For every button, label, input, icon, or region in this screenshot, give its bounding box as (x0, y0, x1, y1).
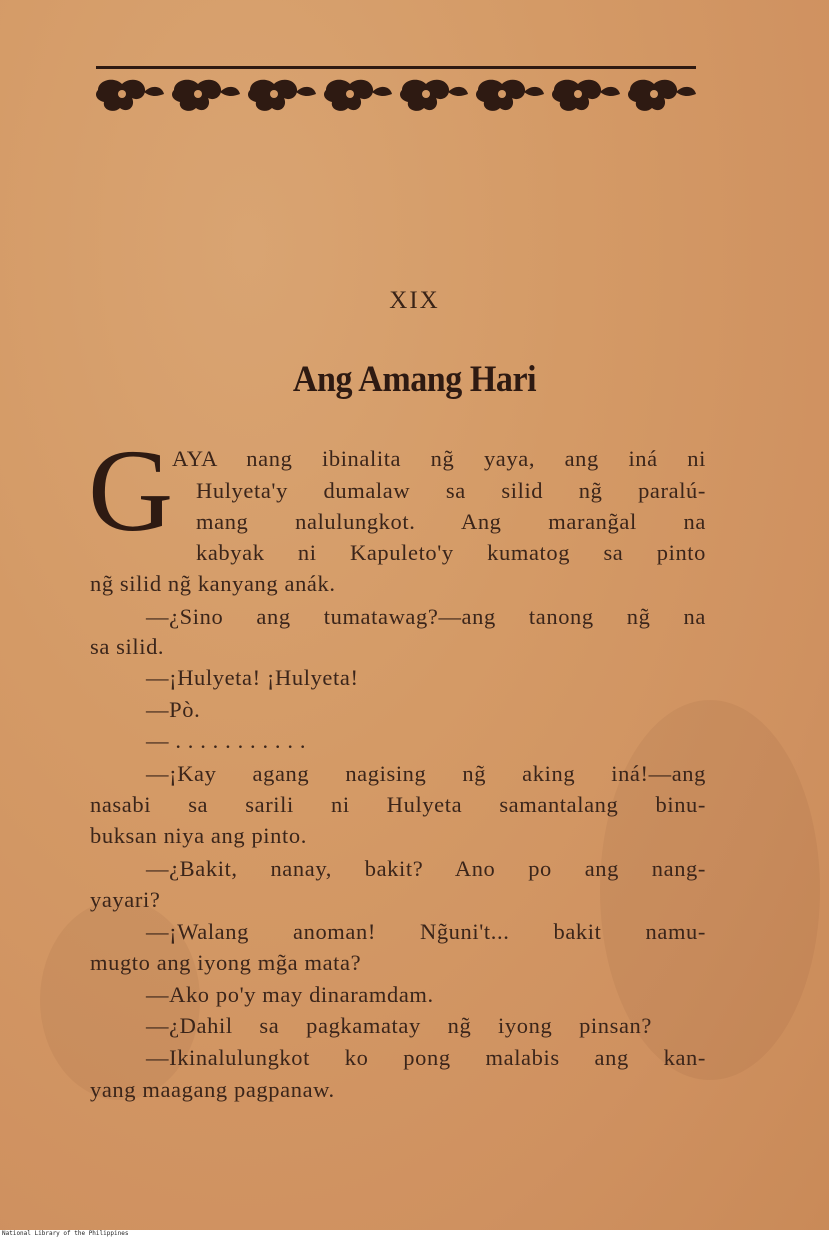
text-line: —¡Kay agang nagising ng̃ aking iná!—ang (146, 761, 706, 786)
drop-cap: G (88, 425, 174, 556)
text-line: —¡Walang anoman! Ng̃uni't... bakit namu- (146, 919, 706, 944)
text-line: —¿Sino ang tumatawag?—ang tanong ng̃ na (146, 604, 706, 629)
text-line: —¿Bakit, nanay, bakit? Ano po ang nang- (146, 856, 706, 881)
text-line: Hulyeta'y dumalaw sa silid ng̃ paralú- (196, 478, 706, 503)
text-line: mang nalulungkot. Ang marang̃al na (196, 509, 706, 534)
text-line: —Ikinalulungkot ko pong malabis ang kan- (146, 1045, 706, 1070)
text-line: mugto ang iyong mg̃a mata? (90, 950, 362, 975)
footer-credit: National Library of the Philippines (2, 1230, 129, 1237)
text-line: sa silid. (90, 634, 165, 659)
text-line: buksan niya ang pinto. (90, 823, 307, 848)
text-line: nasabi sa sarili ni Hulyeta samantalang binu- (90, 792, 706, 817)
text-line: AYA nang ibinalita ng̃ yaya, ang iná ni (172, 446, 706, 471)
chapter-title: Ang Amang Hari (292, 359, 537, 400)
text-line: yayari? (90, 887, 161, 912)
chapter-number: XIX (389, 287, 440, 314)
text-line: — . . . . . . . . . . . (146, 728, 307, 753)
ornamental-border (92, 62, 704, 124)
text-line: kabyak ni Kapuleto'y kumatog sa pinto (196, 540, 706, 565)
text-line: ng̃ silid ng̃ kanyang anák. (90, 571, 336, 596)
text-line: —Pò. (146, 697, 201, 722)
text-line: yang maagang pagpanaw. (90, 1077, 335, 1102)
text-line: —¡Hulyeta! ¡Hulyeta! (146, 665, 359, 690)
text-line: —Ako po'y may dinaramdam. (146, 982, 434, 1007)
text-line: —¿Dahil sa pagkamatay ng̃ iyong pinsan? (146, 1013, 652, 1038)
